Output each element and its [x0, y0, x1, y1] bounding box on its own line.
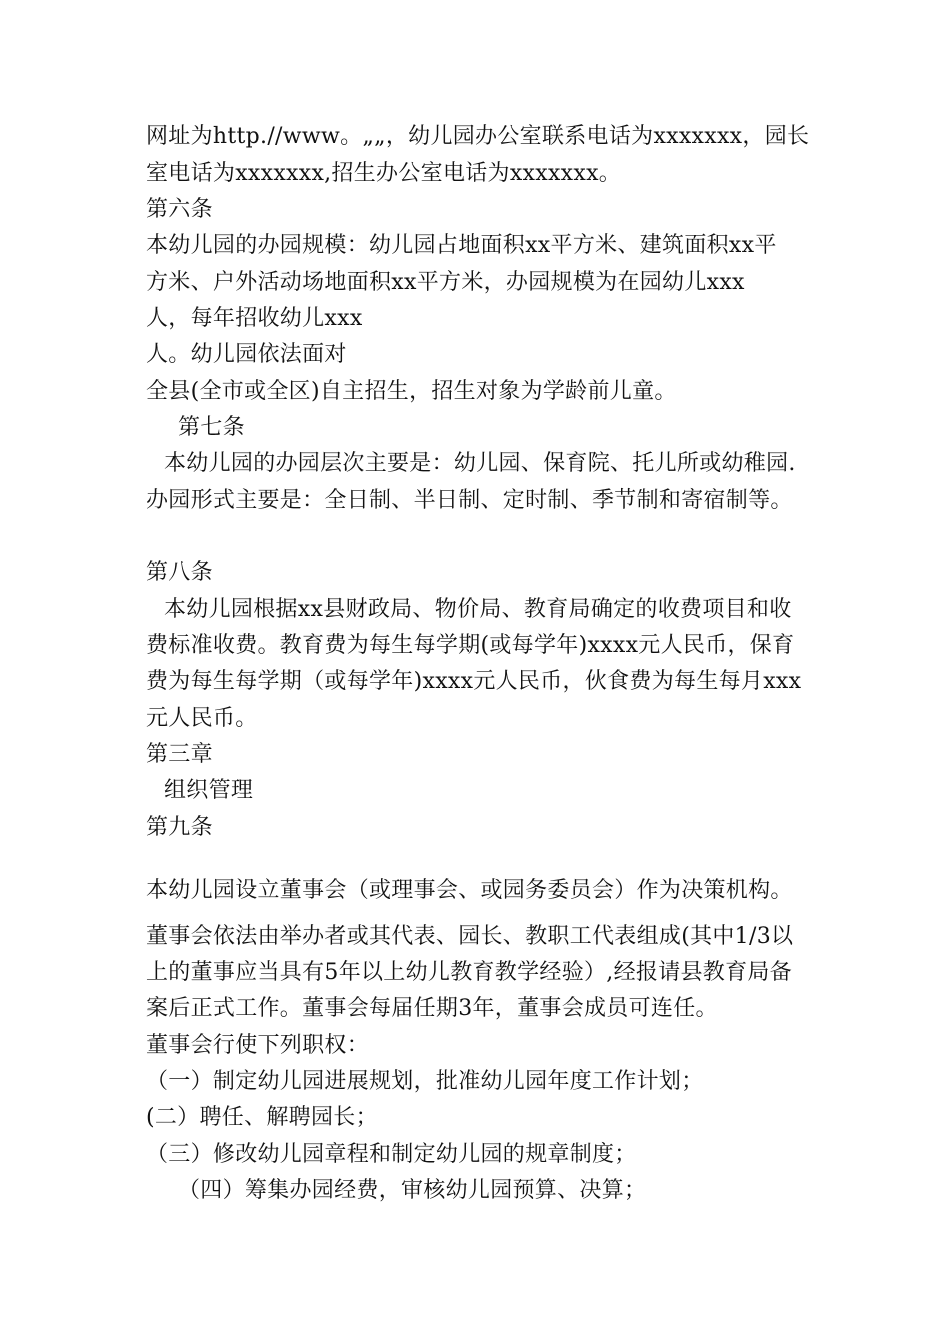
paragraph-line: 办园形式主要是：全日制、半日制、定时制、季节制和寄宿制等。: [146, 488, 793, 513]
article-heading: 第八条: [146, 560, 213, 585]
list-item: (二）聘任、解聘园长；: [146, 1105, 378, 1130]
list-item: （四）筹集办园经费，审核幼儿园预算、决算；: [178, 1178, 647, 1203]
paragraph-line: 室电话为xxxxxxx,招生办公室电话为xxxxxxx。: [146, 161, 622, 186]
paragraph-line: 案后正式工作。董事会每届任期3年，董事会成员可连任。: [146, 996, 718, 1021]
paragraph-line: 人，每年招收幼儿xxx: [146, 306, 363, 331]
paragraph-line: 元人民币。: [146, 706, 258, 731]
paragraph-line: 全县(全市或全区)自主招生，招生对象为学龄前儿童。: [146, 379, 677, 404]
article-heading: 第六条: [146, 197, 213, 222]
paragraph-line: 方米、户外活动场地面积xx平方米，办园规模为在园幼儿xxx: [146, 270, 745, 295]
paragraph-line: 本幼儿园的办园层次主要是：幼儿园、保育院、托儿所或幼稚园.: [164, 451, 796, 476]
chapter-heading: 第三章: [146, 742, 213, 767]
list-item: （三）修改幼儿园章程和制定幼儿园的规章制度；: [146, 1142, 637, 1167]
paragraph-line: 人。幼儿园依法面对: [146, 342, 347, 367]
paragraph-line: 费标准收费。教育费为每生每学期(或每学年)xxxx元人民币，保育: [146, 633, 795, 658]
paragraph-line: 董事会依法由举办者或其代表、园长、教职工代表组成(其中1/3以: [146, 924, 794, 949]
chapter-title: 组织管理: [164, 778, 254, 803]
paragraph-line: 网址为http.//www。„„，幼儿园办公室联系电话为xxxxxxx，园长: [146, 124, 810, 149]
list-item: （一）制定幼儿园进展规划，批准幼儿园年度工作计划；: [146, 1069, 704, 1094]
paragraph-line: 本幼儿园设立董事会（或理事会、或园务委员会）作为决策机构。: [146, 878, 793, 903]
article-heading: 第九条: [146, 815, 213, 840]
article-heading: 第七条: [178, 415, 245, 440]
paragraph-line: 上的董事应当具有5年以上幼儿教育教学经验）,经报请县教育局备: [146, 960, 792, 985]
paragraph-line: 费为每生每学期（或每学年)xxxx元人民币，伙食费为每生每月xxx: [146, 669, 802, 694]
paragraph-line: 董事会行使下列职权：: [146, 1033, 370, 1058]
paragraph-line: 本幼儿园的办园规模：幼儿园占地面积xx平方米、建筑面积xx平: [146, 233, 777, 258]
paragraph-line: 本幼儿园根据xx县财政局、物价局、教育局确定的收费项目和收: [164, 597, 792, 622]
